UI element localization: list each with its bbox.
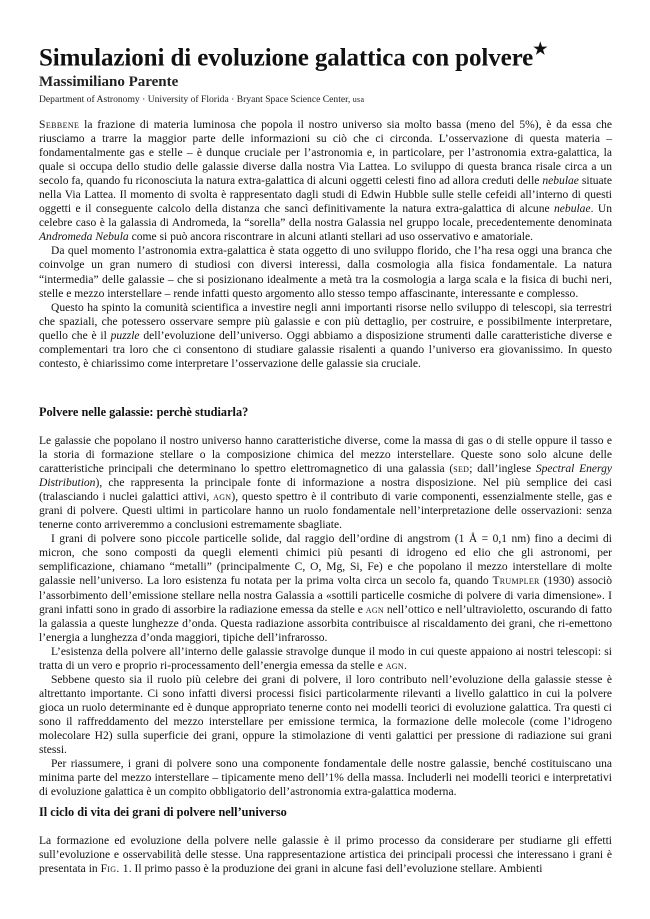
dust-paragraph-4: Sebbene questo sia il ruolo più celebre dei grani di polvere, il loro contributo nell’evoluzione della galassie stesse è altrettanto importante. Ci sono infatti diversi processi fisici particolarmente rilevanti a livello galattico in cui la polvere gioca un ruolo determinante ed è dunque appropriato tenerne conto nei modelli teorici di evoluzione galattica. Tra questi ci sono il raffreddamento del mezzo interstellare per emissione termica, la formazione delle molecole (come l’idrogeno molecolare H2) sulla superficie dei grani, oppure la stimolazione di venti galattici per pressione di radiazione sui grani stessi. bbox=[39, 673, 612, 757]
figure-reference-link[interactable]: Fig. 1 bbox=[100, 863, 129, 876]
lifecycle-paragraph-1: La formazione ed evoluzione della polvere nelle galassie è il primo processo da considerare per studiarne gli effetti sull’evoluzione e osservabilità delle stesse. Una rappresentazione artistica dei principali processi che interessano i grani è presentata in Fig. 1. Il primo passo è la produzione dei grani in alcune fasi dell’evoluzione stellare. Ambienti bbox=[39, 835, 612, 876]
affiliation-text: Department of Astronomy · University of Florida · Bryant Space Science Center, bbox=[39, 94, 351, 105]
dust-paragraph-5: Per riassumere, i grani di polvere sono una componente fondamentale delle nostre galassie, benché costituiscano una minima parte del mezzo interstellare – tipicamente meno dell’1% della massa. Includerli nei modelli teorici e interpretativi di evoluzione galattica è un compito obbligatorio dell’astronomia extra-galattica moderna. bbox=[39, 758, 612, 799]
dust-section-body bbox=[39, 434, 612, 799]
author-affiliation bbox=[39, 94, 364, 105]
author-name: Massimiliano Parente bbox=[39, 74, 179, 90]
affiliation-country: usa bbox=[352, 95, 365, 104]
intro-paragraph-2: Da quel momento l’astronomia extra-galattica è stata oggetto di uno sviluppo florido, che l’ha resa oggi una branca che coinvolge un gran numero di studiosi con diversi interessi, dalla cosmologia alla fisica fondamentale. La natura “intermedia” delle galassie – che si posizionano idealmente a metà tra la cosmologia a larga scala e la fisica di buchi neri, stelle e mezzo interstellare – rende infatti questo argomento allo stesso tempo affascinante, interessante e complesso. bbox=[39, 245, 612, 300]
lifecycle-section-body bbox=[39, 834, 612, 876]
title-footnote-mark: ★ bbox=[533, 41, 548, 58]
intro-paragraph-1: Sebbene la frazione di materia luminosa che popola il nostro universo sia molto bassa (meno del 5%), è da essa che riusciamo a trarre la maggior parte delle informazioni su ciò che ci circonda. L’osservazione di questa materia – fondamentalmente gas e stelle – è dunque cruciale per l’astronomia e, in particolare, per l’astronomia extra-galattica, la quale si occupa dello studio delle galassie diverse dalla nostra Via Lattea. Lo sviluppo di questa branca risale circa a un secolo fa, quando fu riconosciuta la natura extra-galattica di alcuni oggetti celesti fino ad allora creduti delle nebulae situate nella Via Lattea. Il momento di svolta è rappresentato dagli studi di Edwin Hubble sulle stelle cefeidi all’interno di questi oggetti e il conseguente calcolo della distanza che sancì definitivamente la natura extra-galattica di alcune nebulae. Un celebre caso è la galassia di Andromeda, la “sorella” della nostra Galassia nel gruppo locale, precedentemente denominata Andromeda Nebula come si può ancora riscontrare in alcuni atlanti stellari ad uso osservativo e amatoriale. bbox=[39, 119, 613, 244]
section-heading-lifecycle: Il ciclo di vita dei grani di polvere nell’universo bbox=[39, 805, 287, 819]
drop-lead-word: Sebbene bbox=[39, 119, 80, 131]
paper-title bbox=[39, 37, 612, 73]
dust-paragraph-2: I grani di polvere sono piccole particelle solide, dal raggio dell’ordine di angstrom (1 Å = 0,1 nm) fino a decimi di micron, che sono composti da quegli elementi chimici più pesanti di idrogeno ed elio che gli astronomi, per semplificazione, chiamano “metalli” (principalmente C, O, Mg, Si, Fe) e che popolano il mezzo interstellare di molte galassie nell’universo. La loro esistenza fu notata per la prima volta circa un secolo fa, quando Trumpler (1930) associò l’assorbimento dell’emissione stellare nella nostra Galassia a «sottili particelle cosmiche di polvere di varia dimensione». I grani infatti sono in grado di assorbire la radiazione emessa da stelle e agn nell’ottico e nell’ultravioletto, oscurando di fatto la galassia a queste lunghezze d’onda. Questa radiazione assorbita contribuisce al riscaldamento dei grani, che ri-emettono l’energia a lunghezza d’onda maggiori, tipiche dell’infrarosso. bbox=[39, 533, 613, 644]
dust-paragraph-1: Le galassie che popolano il nostro universo hanno caratteristiche diverse, come la massa di gas o di stelle oppure il tasso e la storia di formazione stellare o la composizione chimica del mezzo interstellare. Queste sono solo alcune delle caratteristiche principali che determinano lo spettro elettromagnetico di una galassia (sed; dall’inglese Spectral Energy Distribution), che rappresenta la principale fonte di informazione a nostra disposizione. Nel più semplice dei casi (tralasciando i nuclei galattici attivi, agn), questo spettro è il contributo di varie componenti, essenzialmente stelle, gas e grani di polvere. Questi ultimi in particolare hanno un ruolo fondamentale nell’interpretazione delle osservazioni: senza tenerne conto arriveremmo a conclusioni estremamente sbagliate. bbox=[39, 435, 613, 532]
dust-paragraph-3: L’esistenza della polvere all’interno delle galassie stravolge dunque il modo in cui queste appaiono ai nostri telescopi: si tratta di un vero e proprio ri-processamento dell’energia emessa da stelle e agn. bbox=[39, 645, 612, 672]
intro-section bbox=[39, 118, 612, 371]
section-heading-dust: Polvere nelle galassie: perchè studiarla? bbox=[39, 405, 249, 419]
intro-paragraph-3: Questo ha spinto la comunità scientifica a investire negli anni importanti risorse nello sviluppo di telescopi, sia terrestri che spaziali, che potessero osservare sempre più galassie e con più dettaglio, per costruire, e possibilmente interpretare, quello che è il puzzle dell’evoluzione dell’universo. Oggi abbiamo a disposizione strumenti dalle caratteristiche diverse e complementari tra loro che ci consentono di studiare galassie risalenti a quando l’universo era giovanissimo. In questo contesto, è chiarissimo come interpretare l’osservazione delle galassie sia cruciale. bbox=[39, 301, 612, 370]
paper-title-text: Simulazioni di evoluzione galattica con polvere bbox=[39, 44, 534, 72]
